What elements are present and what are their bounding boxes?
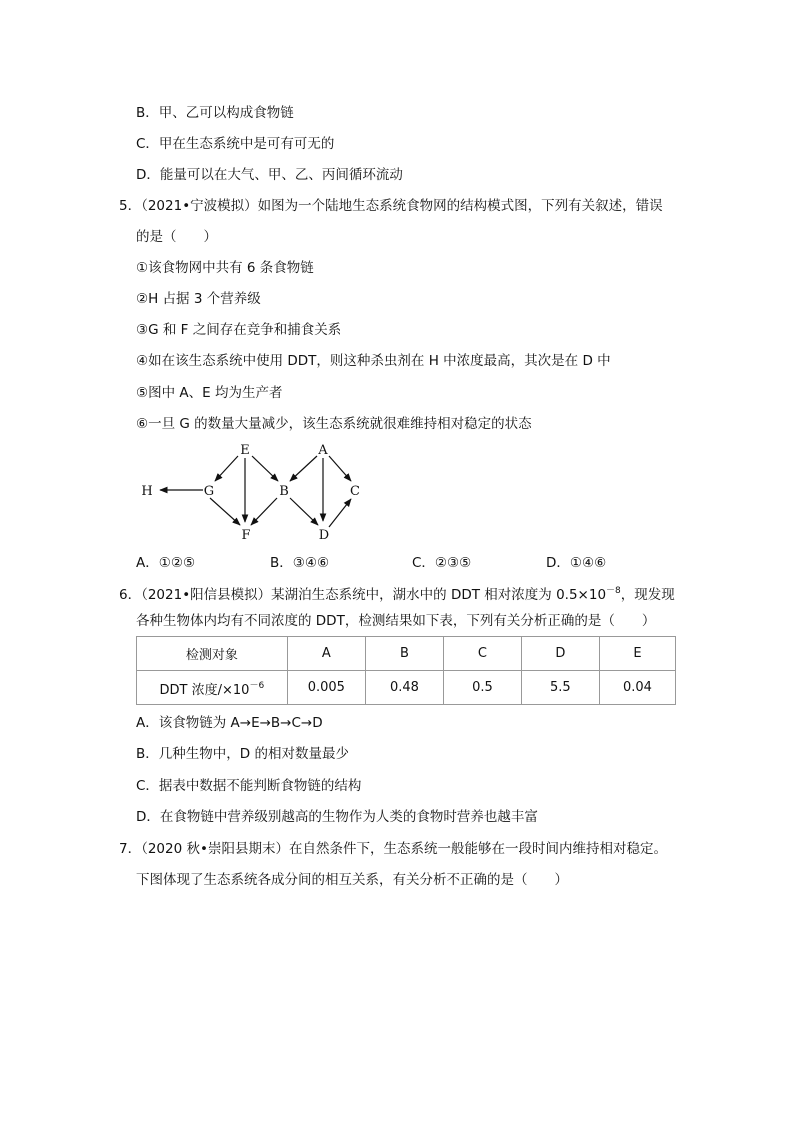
node-h: H <box>141 484 153 499</box>
q5-answer-a: A．①②⑤ <box>136 555 196 571</box>
node-d: D <box>318 528 330 543</box>
q6-stem-text: 6．（2021•阳信县模拟）某湖泊生态系统中，湖水中的 DDT 相对浓度为 0.5×10 <box>119 587 607 603</box>
table-cell: 5.5 <box>521 671 599 705</box>
table-header-cell: D <box>521 637 599 671</box>
q5-statement-4: ④如在该生态系统中使用 DDT，则这种杀虫剂在 H 中浓度最高，其次是在 D 中 <box>136 353 611 369</box>
table-header-cell: C <box>444 637 522 671</box>
q5-statement-2: ②H 占据 3 个营养级 <box>136 291 261 307</box>
q6-option-d: D．在食物链中营养级别越高的生物作为人类的食物时营养也越丰富 <box>136 809 538 825</box>
q5-statement-1: ①该食物网中共有 6 条食物链 <box>136 260 314 276</box>
q5-stem-line2: 的是（ ） <box>136 229 217 245</box>
q4-option-c: C．甲在生态系统中是可有可无的 <box>136 136 335 152</box>
table-header-row <box>137 637 676 671</box>
table-header-cell: B <box>365 637 443 671</box>
q4-option-b: B．甲、乙可以构成食物链 <box>136 105 294 121</box>
q5-answer-d: D．①④⑥ <box>546 555 607 571</box>
table-header-cell: A <box>287 637 365 671</box>
q6-stem-tail: ，现发现 <box>620 587 675 603</box>
table-cell: 0.5 <box>444 671 522 705</box>
node-g: G <box>203 484 215 499</box>
q5-statement-5: ⑤图中 A、E 均为生产者 <box>136 385 283 401</box>
arrow-b-d <box>290 498 318 525</box>
q5-answer-b: B．③④⑥ <box>270 555 330 571</box>
q6-stem-exponent: －8 <box>606 586 621 596</box>
node-a: A <box>318 443 328 458</box>
q7-stem-line2: 下图体现了生态系统各成分间的相互关系，有关分析不正确的是（ ） <box>136 872 568 888</box>
arrow-a-b <box>290 456 317 481</box>
node-f: F <box>241 528 251 543</box>
q6-option-a: A．该食物链为 A→E→B→C→D <box>136 715 323 731</box>
table-header-cell: E <box>599 637 675 671</box>
q6-option-c: C．据表中数据不能判断食物链的结构 <box>136 778 362 794</box>
q4-option-d: D．能量可以在大气、甲、乙、丙间循环流动 <box>136 167 403 183</box>
table-cell: 0.005 <box>287 671 365 705</box>
arrow-e-b <box>252 456 278 481</box>
arrow-b-f <box>251 498 277 525</box>
table-row <box>137 671 676 705</box>
table-header-cell: 检测对象 <box>137 637 288 671</box>
q6-stem-line1 <box>119 582 675 604</box>
q5-stem-line1: 5．（2021•宁波模拟）如图为一个陆地生态系统食物网的结构模式图，下列有关叙述，错误 <box>119 198 663 214</box>
arrow-d-c <box>329 499 351 527</box>
node-e: E <box>240 443 250 458</box>
node-b: B <box>279 484 289 499</box>
arrow-g-f <box>210 498 240 525</box>
row-label-text: DDT 浓度/×10 <box>159 682 250 698</box>
food-web-diagram <box>130 440 380 544</box>
table-cell: 0.04 <box>599 671 675 705</box>
q5-answer-c: C．②③⑤ <box>412 555 472 571</box>
arrow-a-c <box>329 456 351 481</box>
q6-option-b: B．几种生物中，D 的相对数量最少 <box>136 746 349 762</box>
table-cell: 0.48 <box>365 671 443 705</box>
q7-stem-line1: 7．（2020 秋•崇阳县期末）在自然条件下，生态系统一般能够在一段时间内维持相对稳定。 <box>119 841 667 857</box>
node-c: C <box>350 484 360 499</box>
table-row-label <box>137 671 288 705</box>
q5-statement-3: ③G 和 F 之间存在竞争和捕食关系 <box>136 322 342 338</box>
row-label-exponent: －6 <box>249 680 265 691</box>
ddt-table <box>136 636 676 705</box>
q6-stem-line2: 各种生物体内均有不同浓度的 DDT，检测结果如下表，下列有关分析正确的是（ ） <box>136 613 656 629</box>
q5-statement-6: ⑥一旦 G 的数量大量减少，该生态系统就很难维持相对稳定的状态 <box>136 416 532 432</box>
arrow-e-g <box>215 456 238 481</box>
